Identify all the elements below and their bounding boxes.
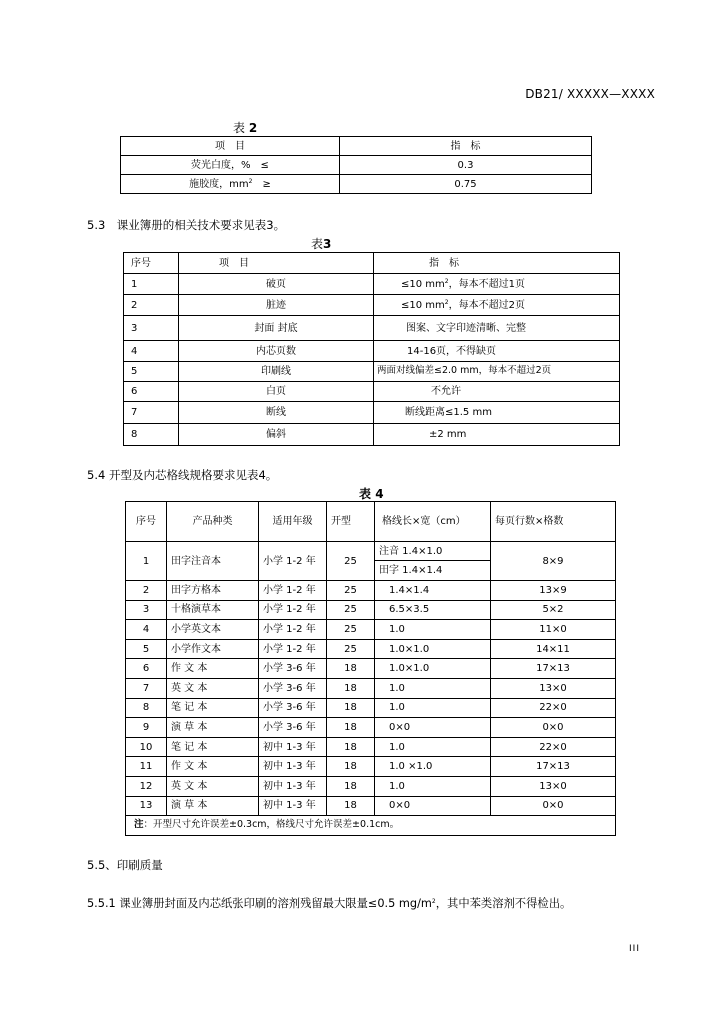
table-2-caption-number: 2 [248, 121, 258, 135]
table-3-no: 2 [124, 295, 179, 316]
table-4-no: 9 [126, 718, 167, 738]
table-2-item-tail: ≥ [252, 178, 271, 190]
table-4-grade: 小学 3-6 年 [259, 698, 327, 718]
table-row [126, 776, 616, 796]
table-4-head-spec: 格线长×宽（cm） [375, 502, 491, 542]
table-3-no: 6 [124, 382, 179, 402]
table-row [126, 796, 616, 816]
table-3-no: 5 [124, 362, 179, 382]
table-row [126, 639, 616, 659]
table-row [126, 502, 616, 542]
table-row [126, 718, 616, 738]
page-number: III [629, 944, 640, 954]
table-row [124, 402, 620, 424]
table-4-kind: 小学英文本 [167, 620, 259, 640]
table-row [124, 295, 620, 316]
table-2-caption-prefix: 表 [233, 121, 249, 135]
table-4-count: 14×11 [491, 639, 616, 659]
table-row [126, 737, 616, 757]
table-row [126, 659, 616, 679]
table-4-size: 18 [327, 678, 375, 698]
table-4-no: 6 [126, 659, 167, 679]
table-4-kind: 作 文 本 [167, 757, 259, 777]
table-row [126, 542, 616, 561]
table-3-value [374, 295, 620, 316]
table-4-head-kind: 产品种类 [167, 502, 259, 542]
table-4-spec: 1.4×1.4 [375, 581, 491, 601]
table-3-value-tail: ，每本不超过2页 [448, 299, 525, 311]
table-4-size: 25 [327, 542, 375, 581]
table-4-caption-number: 4 [375, 487, 384, 501]
table-4-count: 13×0 [491, 678, 616, 698]
table-3-value-tail: ，每本不超过1页 [448, 278, 525, 290]
table-4-grade: 小学 1-2 年 [259, 542, 327, 581]
table-row [124, 382, 620, 402]
table-4-no: 1 [126, 542, 167, 581]
table-3-caption-number: 3 [323, 237, 332, 251]
table-3-caption-prefix: 表 [311, 237, 324, 251]
table-3-value: 不允许 [374, 382, 620, 402]
table-4-count: 0×0 [491, 796, 616, 816]
table-row [121, 156, 592, 175]
table-row [126, 678, 616, 698]
table-3-head-index: 指 标 [374, 253, 620, 274]
table-4-count: 11×0 [491, 620, 616, 640]
table-3-value: ±2 mm [374, 424, 620, 446]
table-4-no: 4 [126, 620, 167, 640]
table-4-grade: 初中 1-3 年 [259, 737, 327, 757]
table-2-head-item: 项 目 [121, 137, 340, 156]
table-4-size: 18 [327, 698, 375, 718]
table-4-kind: 作 文 本 [167, 659, 259, 679]
table-2 [120, 136, 592, 194]
table-4-size: 25 [327, 581, 375, 601]
table-4-kind: 小学作文本 [167, 639, 259, 659]
table-4-size: 18 [327, 737, 375, 757]
table-4-no: 3 [126, 600, 167, 620]
table-row [126, 816, 616, 836]
table-4-kind: 演 草 本 [167, 796, 259, 816]
table-4-size: 18 [327, 659, 375, 679]
table-3-item: 脏迹 [179, 295, 374, 316]
table-row [124, 316, 620, 341]
table-4-size: 18 [327, 718, 375, 738]
table-row [126, 757, 616, 777]
table-4-spec: 1.0×1.0 [375, 639, 491, 659]
table-3 [123, 252, 620, 446]
table-4-no: 11 [126, 757, 167, 777]
table-3-value: 断线距离≤1.5 mm [374, 402, 620, 424]
superscript: 2 [444, 298, 449, 306]
table-4-count: 0×0 [491, 718, 616, 738]
table-4-grade: 小学 3-6 年 [259, 678, 327, 698]
table-4-count: 5×2 [491, 600, 616, 620]
table-3-item: 白页 [179, 382, 374, 402]
table-4-grade: 初中 1-3 年 [259, 757, 327, 777]
table-4-no: 12 [126, 776, 167, 796]
table-4-size: 18 [327, 757, 375, 777]
table-4-kind: 英 文 本 [167, 776, 259, 796]
table-4-no: 8 [126, 698, 167, 718]
section-5-4: 5.4 开型及内芯格线规格要求见表4。 [87, 468, 278, 482]
table-4-no: 7 [126, 678, 167, 698]
table-row [124, 341, 620, 362]
table-4-spec: 0×0 [375, 796, 491, 816]
table-3-head-item: 项 目 [179, 253, 374, 274]
table-4-head-no: 序号 [126, 502, 167, 542]
table-row [121, 175, 592, 194]
superscript: 2 [444, 277, 449, 285]
table-4-spec: 田字 1.4×1.4 [375, 561, 491, 581]
table-4-count: 17×13 [491, 659, 616, 679]
table-3-no: 4 [124, 341, 179, 362]
table-3-value [374, 274, 620, 295]
table-4-body [126, 581, 616, 816]
table-3-no: 1 [124, 274, 179, 295]
table-4-grade: 小学 1-2 年 [259, 620, 327, 640]
table-3-value: 两面对线偏差≤2.0 mm，每本不超过2页 [374, 362, 620, 382]
table-4-kind: 田字注音本 [167, 542, 259, 581]
table-3-item: 破页 [179, 274, 374, 295]
table-4-spec: 1.0 [375, 698, 491, 718]
table-4-spec: 1.0 [375, 620, 491, 640]
table-4-count: 22×0 [491, 737, 616, 757]
table-4-kind: 笔 记 本 [167, 698, 259, 718]
table-4-no: 10 [126, 737, 167, 757]
table-3-item: 内芯页数 [179, 341, 374, 362]
table-4-count: 13×9 [491, 581, 616, 601]
table-4-kind: 英 文 本 [167, 678, 259, 698]
table-4-note-label: 注 [134, 819, 144, 831]
table-4-spec: 1.0 [375, 737, 491, 757]
table-row [124, 274, 620, 295]
table-row [126, 698, 616, 718]
superscript: 2 [431, 898, 436, 905]
table-3-no: 8 [124, 424, 179, 446]
table-row [124, 253, 620, 274]
table-3-item: 印刷线 [179, 362, 374, 382]
table-3-no: 7 [124, 402, 179, 424]
table-4-no: 5 [126, 639, 167, 659]
table-row [126, 620, 616, 640]
table-4-spec: 0×0 [375, 718, 491, 738]
table-4-size: 25 [327, 620, 375, 640]
section-5-5-1-text: 5.5.1 课业簿册封面及内芯纸张印刷的溶剂残留最大限量≤0.5 mg/m [87, 897, 432, 910]
table-4-spec: 1.0 [375, 678, 491, 698]
table-4-head-size: 开型 [327, 502, 375, 542]
table-4-spec: 1.0×1.0 [375, 659, 491, 679]
table-4-no: 13 [126, 796, 167, 816]
table-2-value: 0.75 [340, 175, 592, 194]
table-3-value: 图案、文字印迹清晰、完整 [374, 316, 620, 341]
table-4-caption-prefix: 表 [359, 487, 376, 501]
standard-code: DB21/ XXXXX—XXXX [525, 87, 655, 101]
table-3-head-no: 序号 [124, 253, 179, 274]
table-4-grade: 小学 1-2 年 [259, 600, 327, 620]
table-4-note-text: ：开型尺寸允许误差±0.3cm，格线尺寸允许误差±0.1cm。 [143, 819, 400, 831]
table-4-grade: 小学 3-6 年 [259, 659, 327, 679]
table-2-caption [233, 119, 257, 136]
table-4-head-grade: 适用年级 [259, 502, 327, 542]
table-row [126, 600, 616, 620]
table-4-kind: 演 草 本 [167, 718, 259, 738]
table-3-item: 偏斜 [179, 424, 374, 446]
table-4-size: 18 [327, 776, 375, 796]
table-4-kind: 笔 记 本 [167, 737, 259, 757]
table-3-value-text: ≤10 mm [401, 299, 445, 311]
table-2-item [121, 175, 340, 194]
table-4-spec: 1.0 ×1.0 [375, 757, 491, 777]
table-4-spec: 1.0 [375, 776, 491, 796]
section-5-5-1 [87, 895, 571, 911]
table-4-spec: 注音 1.4×1.0 [375, 542, 491, 561]
table-3-value-text: ≤10 mm [401, 278, 445, 290]
table-row [121, 137, 592, 156]
table-4 [125, 501, 616, 836]
section-5-5-1-tail: ，其中苯类溶剂不得检出。 [435, 897, 572, 910]
table-4-size: 25 [327, 600, 375, 620]
table-3-item: 封面 封底 [179, 316, 374, 341]
table-3-value: 14-16页，不得缺页 [374, 341, 620, 362]
table-3-caption [311, 235, 331, 252]
table-4-size: 25 [327, 639, 375, 659]
table-4-no: 2 [126, 581, 167, 601]
table-4-note [126, 816, 616, 836]
table-4-count: 17×13 [491, 757, 616, 777]
section-5-5-heading: 5.5、印刷质量 [87, 858, 163, 872]
table-4-grade: 小学 1-2 年 [259, 581, 327, 601]
table-4-count: 22×0 [491, 698, 616, 718]
section-5-3: 5.3 课业簿册的相关技术要求见表3。 [87, 218, 286, 232]
table-2-item: 荧光白度，% ≤ [121, 156, 340, 175]
superscript: 2 [248, 177, 253, 185]
table-4-count: 8×9 [491, 542, 616, 581]
table-4-grade: 小学 1-2 年 [259, 639, 327, 659]
table-4-size: 18 [327, 796, 375, 816]
table-row [124, 362, 620, 382]
table-row [126, 581, 616, 601]
table-4-grade: 小学 3-6 年 [259, 718, 327, 738]
table-4-grade: 初中 1-3 年 [259, 796, 327, 816]
table-4-grade: 初中 1-3 年 [259, 776, 327, 796]
table-4-count: 13×0 [491, 776, 616, 796]
table-3-item: 断线 [179, 402, 374, 424]
table-row [124, 424, 620, 446]
table-2-head-index: 指 标 [340, 137, 592, 156]
table-3-no: 3 [124, 316, 179, 341]
table-4-spec: 6.5×3.5 [375, 600, 491, 620]
table-4-kind: 十格演草本 [167, 600, 259, 620]
table-2-item-text: 施胶度，mm [189, 178, 249, 190]
table-4-caption [359, 485, 384, 502]
table-4-kind: 田字方格本 [167, 581, 259, 601]
table-2-value: 0.3 [340, 156, 592, 175]
table-4-head-count: 每页行数×格数 [491, 502, 616, 542]
